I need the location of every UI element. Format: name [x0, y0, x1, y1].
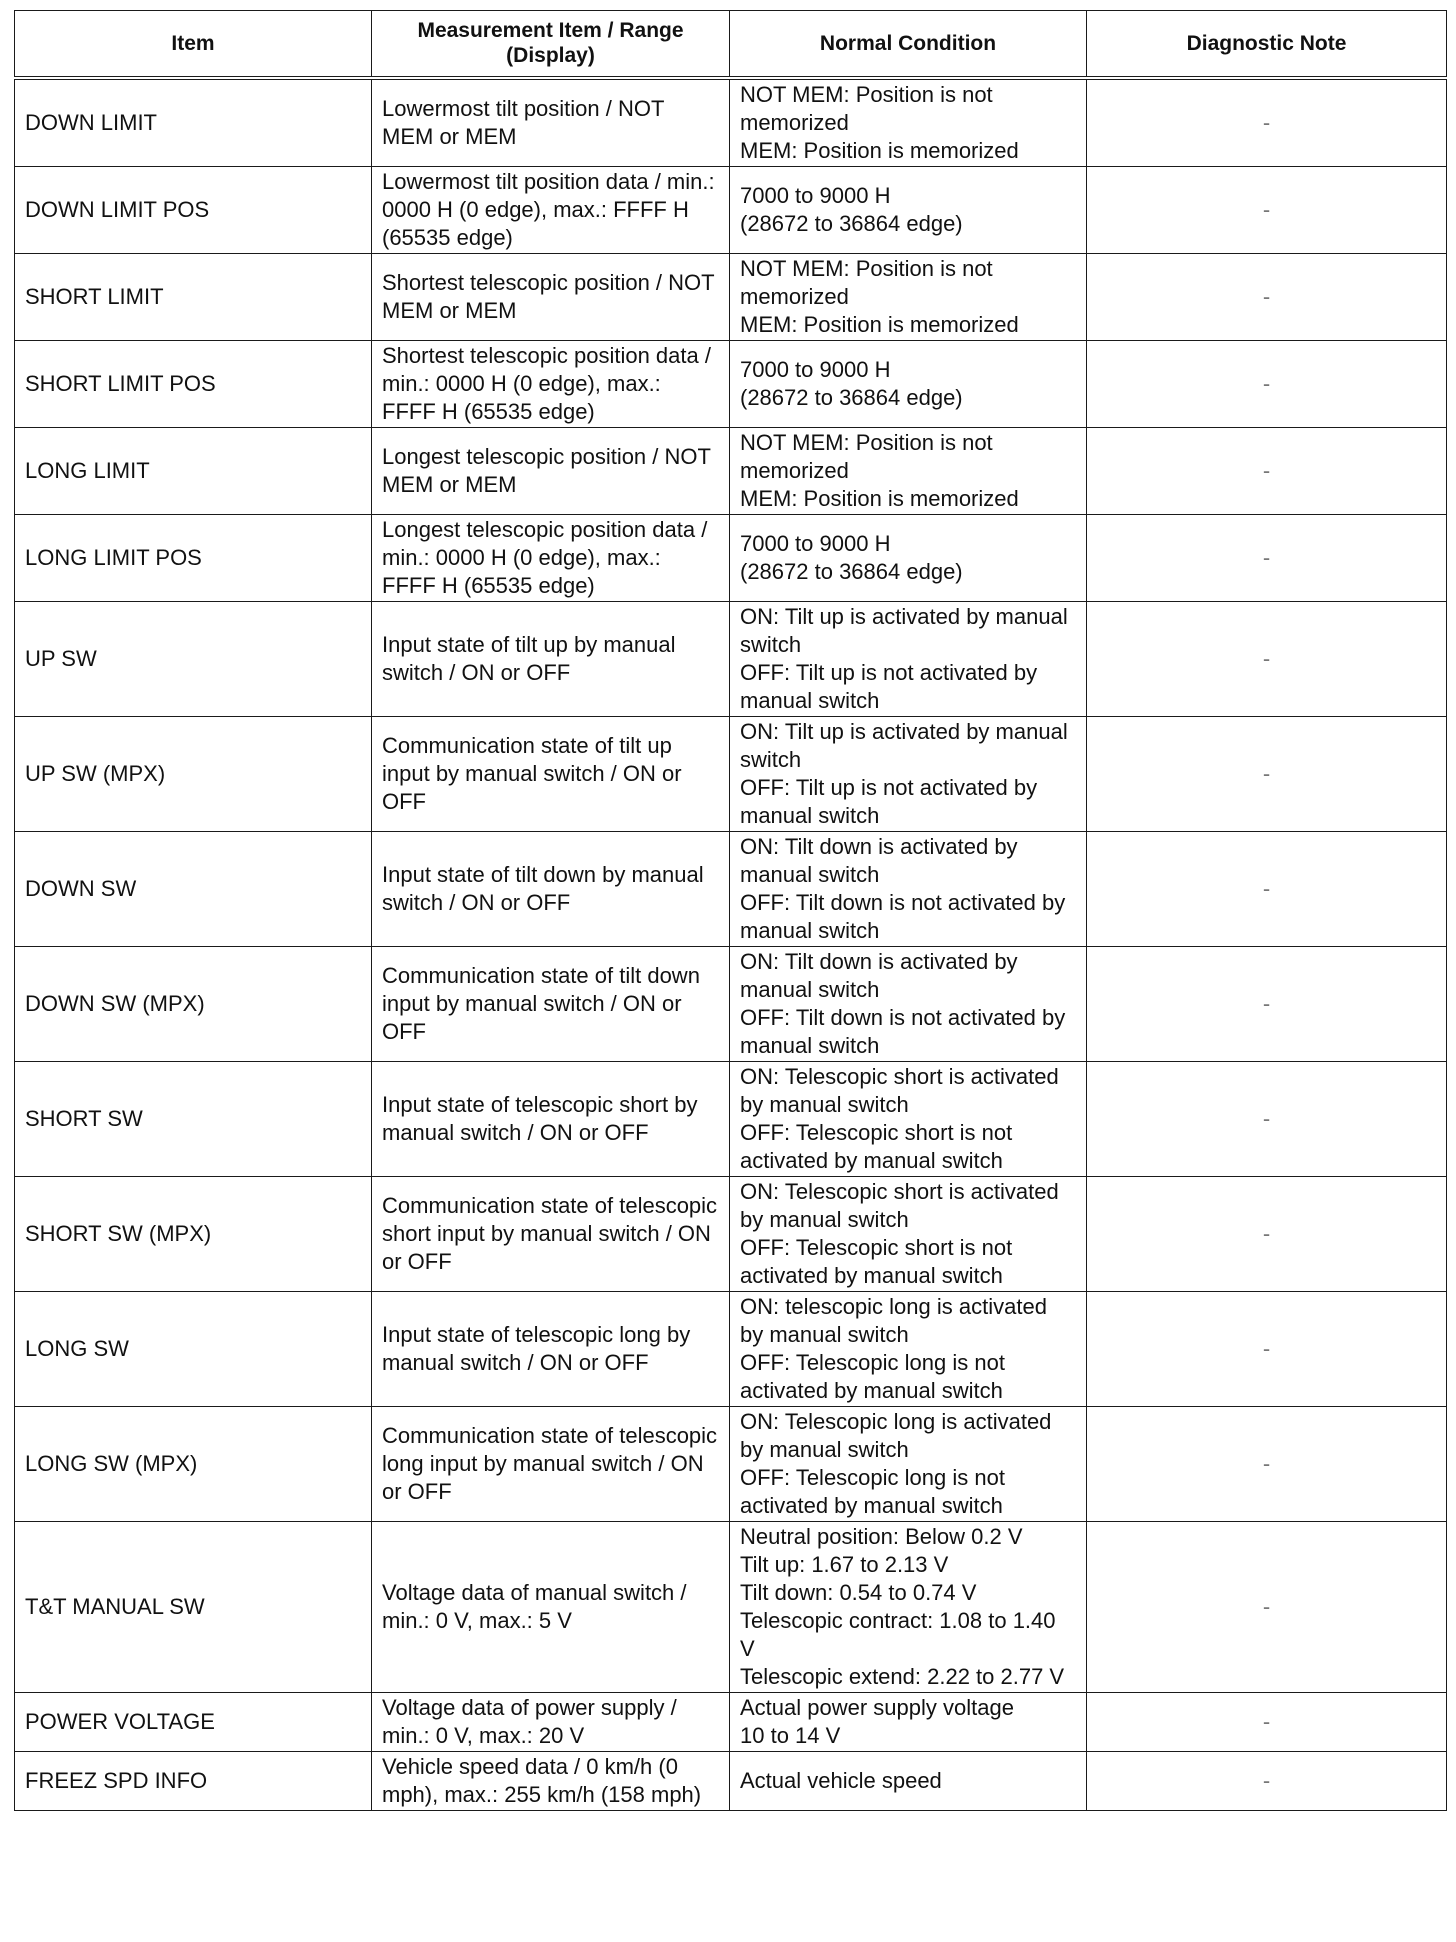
normal-condition-line: ON: Tilt up is activated by manual switch [740, 718, 1068, 772]
cell-diagnostic-note: - [1087, 831, 1447, 946]
cell-normal-condition [730, 601, 1087, 716]
normal-condition-line: OFF: Tilt down is not activated by manual switch [740, 1004, 1066, 1058]
normal-condition-line: Actual power supply voltage [740, 1694, 1014, 1720]
cell-item: UP SW [15, 601, 372, 716]
normal-condition-line: OFF: Telescopic short is not activated by manual switch [740, 1119, 1013, 1173]
normal-condition-line: ON: Telescopic short is activated by manual switch [740, 1178, 1059, 1232]
table-row [15, 946, 1447, 1061]
normal-condition-line: ON: telescopic long is activated by manual switch [740, 1293, 1047, 1347]
table-row [15, 253, 1447, 340]
data-list-table [14, 10, 1447, 1811]
cell-diagnostic-note: - [1087, 340, 1447, 427]
normal-condition-line: NOT MEM: Position is not memorized [740, 429, 993, 483]
cell-item: SHORT SW [15, 1061, 372, 1176]
normal-condition-line: (28672 to 36864 edge) [740, 210, 963, 236]
normal-condition-line: 7000 to 9000 H [740, 356, 891, 382]
normal-condition-line: OFF: Tilt up is not activated by manual switch [740, 774, 1038, 828]
cell-measurement: Lowermost tilt position / NOT MEM or MEM [372, 78, 730, 167]
cell-normal-condition [730, 514, 1087, 601]
cell-measurement: Longest telescopic position data / min.: 0000 H (0 edge), max.: FFFF H (65535 edge) [372, 514, 730, 601]
table-row [15, 1176, 1447, 1291]
cell-normal-condition [730, 1061, 1087, 1176]
normal-condition-line: Telescopic contract: 1.08 to 1.40 V [740, 1607, 1056, 1661]
normal-condition-line: Neutral position: Below 0.2 V [740, 1523, 1023, 1549]
cell-measurement: Vehicle speed data / 0 km/h (0 mph), max.: 255 km/h (158 mph) [372, 1751, 730, 1810]
header-diagnostic-note: Diagnostic Note [1087, 11, 1447, 78]
table-body [15, 78, 1447, 1811]
cell-item: DOWN LIMIT [15, 78, 372, 167]
cell-diagnostic-note: - [1087, 1291, 1447, 1406]
header-row [15, 11, 1447, 78]
cell-item: LONG LIMIT POS [15, 514, 372, 601]
table-row [15, 340, 1447, 427]
cell-normal-condition [730, 1406, 1087, 1521]
cell-diagnostic-note: - [1087, 1061, 1447, 1176]
cell-diagnostic-note: - [1087, 253, 1447, 340]
cell-measurement: Shortest telescopic position data / min.: 0000 H (0 edge), max.: FFFF H (65535 edge) [372, 340, 730, 427]
normal-condition-line: NOT MEM: Position is not memorized [740, 81, 993, 135]
normal-condition-line: ON: Telescopic short is activated by manual switch [740, 1063, 1059, 1117]
cell-diagnostic-note: - [1087, 601, 1447, 716]
cell-diagnostic-note: - [1087, 1521, 1447, 1692]
cell-item: DOWN SW (MPX) [15, 946, 372, 1061]
table-header [15, 11, 1447, 78]
cell-diagnostic-note: - [1087, 1176, 1447, 1291]
normal-condition-line: OFF: Telescopic long is not activated by manual switch [740, 1464, 1005, 1518]
cell-measurement: Input state of tilt down by manual switch / ON or OFF [372, 831, 730, 946]
cell-measurement: Voltage data of power supply / min.: 0 V, max.: 20 V [372, 1692, 730, 1751]
normal-condition-line: OFF: Telescopic long is not activated by manual switch [740, 1349, 1005, 1403]
cell-measurement: Communication state of tilt down input by manual switch / ON or OFF [372, 946, 730, 1061]
table-row [15, 1751, 1447, 1810]
normal-condition-line: MEM: Position is memorized [740, 485, 1019, 511]
cell-item: LONG LIMIT [15, 427, 372, 514]
header-normal-condition: Normal Condition [730, 11, 1087, 78]
table-row [15, 78, 1447, 167]
normal-condition-line: Telescopic extend: 2.22 to 2.77 V [740, 1663, 1065, 1689]
cell-normal-condition [730, 716, 1087, 831]
cell-normal-condition [730, 831, 1087, 946]
cell-diagnostic-note: - [1087, 716, 1447, 831]
table-row [15, 166, 1447, 253]
cell-item: DOWN LIMIT POS [15, 166, 372, 253]
cell-item: SHORT LIMIT [15, 253, 372, 340]
cell-normal-condition [730, 946, 1087, 1061]
cell-measurement: Longest telescopic position / NOT MEM or MEM [372, 427, 730, 514]
normal-condition-line: 7000 to 9000 H [740, 182, 891, 208]
table-row [15, 831, 1447, 946]
cell-measurement: Input state of telescopic long by manual switch / ON or OFF [372, 1291, 730, 1406]
cell-normal-condition [730, 253, 1087, 340]
cell-item: LONG SW [15, 1291, 372, 1406]
cell-diagnostic-note: - [1087, 78, 1447, 167]
cell-normal-condition [730, 340, 1087, 427]
cell-measurement: Communication state of tilt up input by manual switch / ON or OFF [372, 716, 730, 831]
cell-diagnostic-note: - [1087, 1692, 1447, 1751]
normal-condition-line: 7000 to 9000 H [740, 530, 891, 556]
table-row [15, 716, 1447, 831]
cell-measurement: Communication state of telescopic long input by manual switch / ON or OFF [372, 1406, 730, 1521]
normal-condition-line: Tilt up: 1.67 to 2.13 V [740, 1551, 949, 1577]
cell-measurement: Input state of tilt up by manual switch / ON or OFF [372, 601, 730, 716]
cell-diagnostic-note: - [1087, 514, 1447, 601]
cell-normal-condition [730, 1291, 1087, 1406]
cell-diagnostic-note: - [1087, 166, 1447, 253]
normal-condition-line: OFF: Telescopic short is not activated by manual switch [740, 1234, 1013, 1288]
normal-condition-line: Tilt down: 0.54 to 0.74 V [740, 1579, 977, 1605]
normal-condition-line: NOT MEM: Position is not memorized [740, 255, 993, 309]
table-row [15, 427, 1447, 514]
table-row [15, 1692, 1447, 1751]
normal-condition-line: (28672 to 36864 edge) [740, 384, 963, 410]
table-row [15, 1061, 1447, 1176]
cell-measurement: Communication state of telescopic short input by manual switch / ON or OFF [372, 1176, 730, 1291]
table-row [15, 514, 1447, 601]
cell-normal-condition [730, 78, 1087, 167]
normal-condition-line: 10 to 14 V [740, 1722, 841, 1748]
normal-condition-line: ON: Tilt down is activated by manual switch [740, 948, 1018, 1002]
cell-measurement: Shortest telescopic position / NOT MEM or MEM [372, 253, 730, 340]
cell-diagnostic-note: - [1087, 427, 1447, 514]
cell-item: POWER VOLTAGE [15, 1692, 372, 1751]
cell-measurement: Voltage data of manual switch / min.: 0 V, max.: 5 V [372, 1521, 730, 1692]
cell-measurement: Input state of telescopic short by manual switch / ON or OFF [372, 1061, 730, 1176]
cell-item: UP SW (MPX) [15, 716, 372, 831]
cell-normal-condition [730, 1176, 1087, 1291]
cell-normal-condition [730, 427, 1087, 514]
header-item: Item [15, 11, 372, 78]
header-measurement: Measurement Item / Range (Display) [372, 11, 730, 78]
cell-normal-condition [730, 1751, 1087, 1810]
cell-diagnostic-note: - [1087, 1406, 1447, 1521]
cell-normal-condition [730, 166, 1087, 253]
cell-diagnostic-note: - [1087, 946, 1447, 1061]
normal-condition-line: ON: Telescopic long is activated by manual switch [740, 1408, 1052, 1462]
normal-condition-line: MEM: Position is memorized [740, 137, 1019, 163]
cell-item: SHORT SW (MPX) [15, 1176, 372, 1291]
cell-normal-condition [730, 1692, 1087, 1751]
cell-item: DOWN SW [15, 831, 372, 946]
normal-condition-line: Actual vehicle speed [740, 1767, 942, 1793]
cell-diagnostic-note: - [1087, 1751, 1447, 1810]
cell-measurement: Lowermost tilt position data / min.: 0000 H (0 edge), max.: FFFF H (65535 edge) [372, 166, 730, 253]
normal-condition-line: (28672 to 36864 edge) [740, 558, 963, 584]
cell-item: LONG SW (MPX) [15, 1406, 372, 1521]
table-row [15, 1291, 1447, 1406]
cell-item: SHORT LIMIT POS [15, 340, 372, 427]
normal-condition-line: OFF: Tilt up is not activated by manual switch [740, 659, 1038, 713]
table-row [15, 1406, 1447, 1521]
normal-condition-line: ON: Tilt up is activated by manual switch [740, 603, 1068, 657]
cell-normal-condition [730, 1521, 1087, 1692]
cell-item: T&T MANUAL SW [15, 1521, 372, 1692]
normal-condition-line: ON: Tilt down is activated by manual switch [740, 833, 1018, 887]
table-row [15, 1521, 1447, 1692]
cell-item: FREEZ SPD INFO [15, 1751, 372, 1810]
normal-condition-line: OFF: Tilt down is not activated by manual switch [740, 889, 1066, 943]
table-row [15, 601, 1447, 716]
normal-condition-line: MEM: Position is memorized [740, 311, 1019, 337]
